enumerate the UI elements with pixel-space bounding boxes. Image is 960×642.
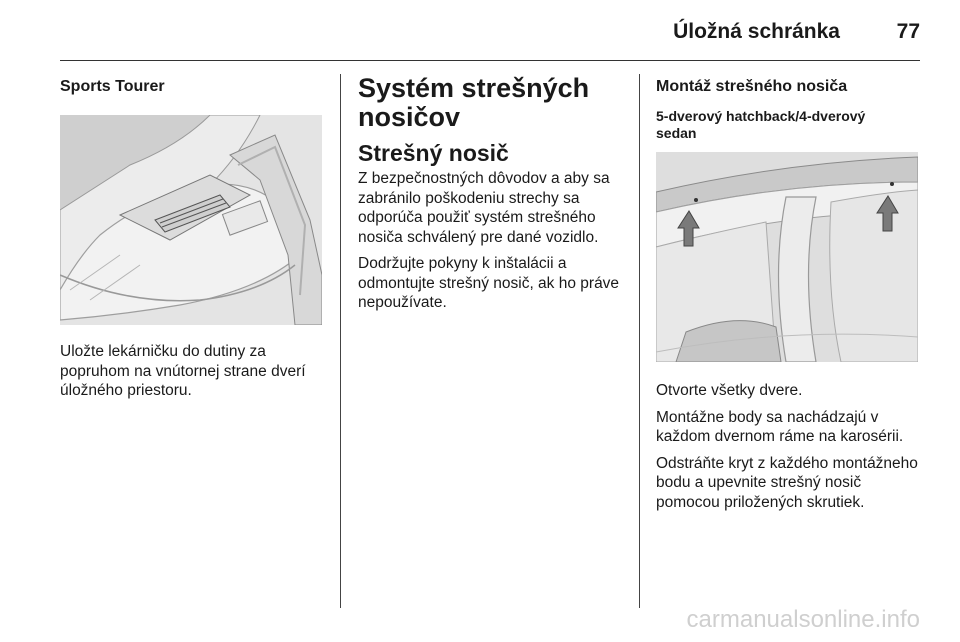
heading-roof-rack-system: Systém strešných nosičov [358,73,590,132]
watermark: carmanualsonline.info [686,606,920,633]
page-header [60,0,920,61]
paragraph: Otvorte všetky dvere. [656,382,803,399]
heading-roof-rack-mounting: Montáž strešného nosiča [656,78,848,95]
first-aid-storage-illustration [60,115,322,325]
page-number: 77 [896,20,920,43]
paragraph: Odstráňte kryt z každého montážneho bodu a upevnite strešný nosič pomocou priložených skrutiek. [656,454,918,511]
section-title: Úložná schránka [673,20,840,43]
column-right [656,78,924,512]
mounting-points-illustration [656,152,918,362]
heading-body-variant: 5-dverový hatchback/4-dverový sedan [656,108,866,141]
heading-sports-tourer: Sports Tourer [60,78,165,95]
heading-roof-rack: Strešný nosič [358,140,509,166]
paragraph: Z bezpečnostných dôvodov a aby sa zabránilo poškodeniu strechy sa odporúča použiť systém strešného nosiča schválený pre dané vozidlo. [358,170,610,246]
column-divider [639,74,640,608]
column-middle [358,74,626,313]
paragraph: Montážne body sa nachádzajú v každom dvernom ráme na karosérii. [656,408,904,445]
column-divider [340,74,341,608]
paragraph: Dodržujte pokyny k inštalácii a odmontujte strešný nosič, ak ho práve nepoužívate. [358,255,620,311]
paragraph: Uložte lekárničku do dutiny za popruhom na vnútornej strane dverí úložného priestoru. [60,343,306,399]
column-left [60,78,326,401]
